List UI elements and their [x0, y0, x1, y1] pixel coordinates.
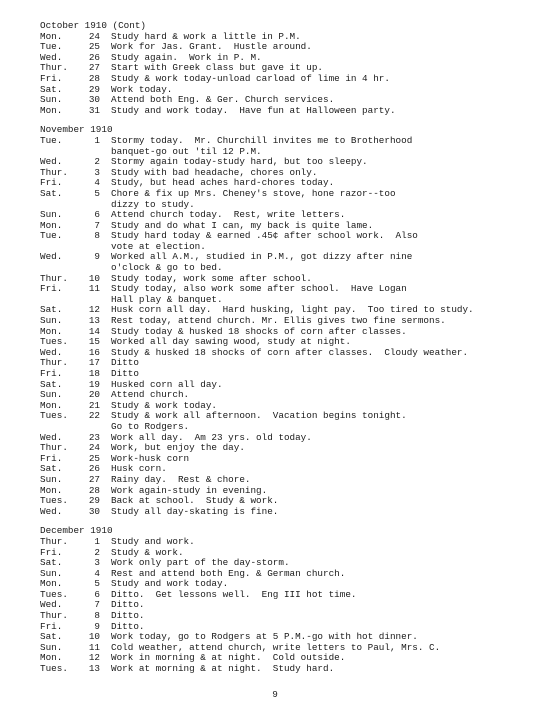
entry-weekday: Thur.: [40, 535, 68, 547]
diary-entry: [40, 74, 510, 85]
entry-weekday: Thur.: [40, 357, 68, 369]
entry-text: Study hard today & earned .45¢ after school work. Also vote at election.: [111, 230, 418, 252]
entry-weekday: Fri.: [40, 368, 63, 379]
entry-text: Work today.: [111, 83, 173, 95]
entry-text: Chore & fix up Mrs. Cheney's stove, hone razor--too dizzy to study.: [111, 187, 396, 210]
entry-weekday: Sun.: [40, 389, 63, 401]
diary-entry: [40, 537, 510, 548]
entry-text: Ditto.: [111, 599, 145, 611]
entry-date: 3: [94, 166, 100, 178]
entry-text: Rest today, attend church. Mr. Ellis gives two fine sermons.: [111, 315, 446, 327]
entry-weekday: Sun.: [40, 567, 63, 579]
diary-entry: [40, 284, 510, 305]
month-section: [40, 125, 510, 517]
entry-date: 28: [88, 72, 100, 84]
entry-weekday: Mon.: [40, 219, 63, 231]
entry-weekday: Mon.: [40, 325, 63, 337]
entry-weekday: Mon.: [40, 399, 63, 411]
entry-weekday: Sat.: [40, 557, 63, 569]
entry-date: 14: [88, 325, 100, 337]
entry-text: Study and do what I can, my back is quite lame.: [111, 219, 374, 231]
entry-date: 29: [88, 495, 100, 507]
entry-date: 24: [88, 30, 100, 42]
entry-date: 9: [94, 251, 100, 263]
entry-date: 11: [88, 641, 100, 653]
entry-text: Husk corn.: [111, 463, 167, 475]
entry-text: Work at morning & at night. Study hard.: [111, 663, 335, 675]
entry-date: 30: [88, 505, 100, 517]
entry-date: 5: [94, 578, 100, 590]
entry-date: 9: [94, 620, 100, 632]
entry-weekday: Tues.: [40, 410, 68, 422]
entry-date: 10: [88, 272, 100, 284]
entry-text: Husked corn all day.: [111, 378, 223, 390]
entry-date: 8: [94, 610, 100, 622]
entry-weekday: Sat.: [40, 463, 63, 475]
diary-entry: [40, 411, 510, 432]
entry-weekday: Sat.: [40, 304, 63, 316]
entry-date: 24: [88, 442, 100, 454]
diary-entry: [40, 252, 510, 273]
entry-weekday: Mon.: [40, 104, 63, 116]
entry-text: Attend both Eng. & Ger. Church services.: [111, 94, 335, 106]
diary-entry: [40, 189, 510, 210]
entry-text: Work in morning & at night. Cold outside.: [111, 652, 346, 664]
entry-weekday: Fri.: [40, 452, 63, 464]
entry-date: 11: [88, 283, 100, 295]
entry-date: 8: [94, 230, 100, 242]
entry-text: Worked all A.M., studied in P.M., got dizzy after nine o'clock & go to bed.: [111, 251, 413, 274]
entry-text: Work today, go to Rodgers at 5 P.M.-go with hot dinner.: [111, 631, 418, 643]
diary-entry: [40, 507, 510, 518]
entry-date: 27: [88, 62, 100, 74]
entry-text: Study today, also work some after school. Have Logan Hall play & banquet.: [111, 283, 407, 305]
entry-date: 20: [88, 389, 100, 401]
month-header: October 1910 (Cont): [40, 20, 147, 31]
entry-weekday: Sun.: [40, 473, 63, 485]
entry-date: 22: [88, 410, 100, 422]
entry-weekday: Sun.: [40, 641, 63, 653]
entry-text: Stormy again today-study hard, but too sleepy.: [111, 156, 368, 168]
entry-weekday: Thur.: [40, 62, 68, 74]
entry-weekday: Wed.: [40, 346, 63, 358]
month-section: [40, 526, 510, 674]
entry-date: 29: [88, 83, 100, 95]
entry-weekday: Sat.: [40, 83, 63, 95]
entry-weekday: Sun.: [40, 315, 63, 327]
entry-date: 1: [94, 535, 100, 547]
entry-text: Study & work.: [111, 546, 184, 558]
entry-text: Work again-study in evening.: [111, 484, 268, 496]
entry-date: 6: [94, 588, 100, 600]
entry-weekday: Sat.: [40, 631, 63, 643]
entry-weekday: Sun.: [40, 94, 63, 106]
entry-weekday: Tues.: [40, 336, 68, 348]
entry-date: 6: [94, 209, 100, 221]
entry-text: Attend church today. Rest, write letters.: [111, 209, 346, 221]
diary-entry: [40, 369, 510, 380]
entry-weekday: Wed.: [40, 156, 63, 168]
entry-text: Ditto.: [111, 610, 145, 622]
entry-text: Work, but enjoy the day.: [111, 442, 245, 454]
diary-entry: [40, 475, 510, 486]
entry-text: Work-husk corn: [111, 452, 190, 464]
entry-date: 7: [94, 219, 100, 231]
entry-text: Ditto: [111, 368, 139, 379]
entry-weekday: Tue.: [40, 230, 63, 242]
entry-date: 26: [88, 51, 100, 63]
entry-date: 26: [88, 463, 100, 475]
entry-text: Study again. Work in P. M.: [111, 51, 262, 63]
entry-text: Start with Greek class but gave it up.: [111, 62, 324, 74]
entry-date: 4: [94, 177, 100, 189]
entry-date: 19: [88, 378, 100, 390]
entry-text: Study, but head aches hard-chores today.: [111, 177, 335, 189]
entry-date: 3: [94, 557, 100, 569]
entry-date: 12: [88, 652, 100, 664]
entry-text: Study today, work some after school.: [111, 272, 312, 284]
entry-text: Attend church.: [111, 389, 190, 401]
entry-text: Study & work today.: [111, 399, 218, 411]
entry-date: 25: [88, 41, 100, 53]
diary-entry: [40, 231, 510, 252]
entry-weekday: Wed.: [40, 431, 63, 443]
diary-entry: [40, 664, 510, 675]
entry-text: Study and work today.: [111, 578, 229, 590]
entry-date: 27: [88, 473, 100, 485]
entry-weekday: Wed.: [40, 251, 63, 263]
entry-date: 5: [94, 187, 100, 199]
entry-text: Study & work all afternoon. Vacation begins tonight. Go to Rodgers.: [111, 410, 407, 432]
entry-weekday: Tue.: [40, 134, 63, 146]
entry-weekday: Mon.: [40, 30, 63, 42]
entry-date: 13: [88, 315, 100, 327]
entry-date: 12: [88, 304, 100, 316]
entry-date: 25: [88, 452, 100, 464]
entry-weekday: Tues.: [40, 495, 68, 507]
entry-date: 7: [94, 599, 100, 611]
entry-weekday: Mon.: [40, 652, 63, 664]
entry-date: 17: [88, 357, 100, 369]
entry-text: Ditto: [111, 357, 139, 369]
entry-weekday: Fri.: [40, 546, 63, 558]
entry-weekday: Fri.: [40, 620, 63, 632]
entry-weekday: Wed.: [40, 51, 63, 63]
entry-text: Work only part of the day-storm.: [111, 557, 290, 569]
entry-weekday: Wed.: [40, 505, 63, 517]
entry-weekday: Sat.: [40, 187, 63, 199]
entry-date: 1: [94, 134, 100, 146]
entry-date: 10: [88, 631, 100, 643]
entry-date: 21: [88, 399, 100, 411]
entry-text: Study with bad headache, chores only.: [111, 166, 318, 178]
diary-entry: [40, 136, 510, 157]
entry-text: Worked all day sawing wood, study at night.: [111, 336, 351, 348]
diary-entry: [40, 106, 510, 117]
entry-weekday: Mon.: [40, 484, 63, 496]
entry-weekday: Thur.: [40, 166, 68, 178]
entry-date: 31: [88, 104, 100, 116]
entry-weekday: Wed.: [40, 599, 63, 611]
entry-text: Study all day-skating is fine.: [111, 505, 279, 517]
entry-text: Study hard & work a little in P.M.: [111, 30, 301, 42]
month-section: [40, 21, 510, 116]
entry-weekday: Fri.: [40, 283, 63, 295]
entry-text: Ditto.: [111, 620, 145, 632]
entry-text: Study and work.: [111, 535, 195, 547]
entry-date: 13: [88, 663, 100, 675]
entry-text: Study and work today. Have fun at Halloween party.: [111, 104, 396, 116]
entry-weekday: Tue.: [40, 41, 63, 53]
entry-text: Cold weather, attend church, write letters to Paul, Mrs. C.: [111, 641, 441, 653]
entry-text: Study today & husked 18 shocks of corn after classes.: [111, 325, 407, 337]
entry-text: Work all day. Am 23 yrs. old today.: [111, 431, 312, 443]
entry-text: Husk corn all day. Hard husking, light pay. Too tired to study.: [111, 304, 474, 316]
entry-weekday: Sat.: [40, 378, 63, 390]
entry-weekday: Sun.: [40, 209, 63, 221]
entry-date: 18: [88, 368, 100, 379]
entry-weekday: Thur.: [40, 272, 68, 284]
entry-text: Rainy day. Rest & chore.: [111, 473, 251, 485]
entry-weekday: Tues.: [40, 663, 68, 675]
month-header: December 1910: [40, 525, 113, 537]
entry-text: Ditto. Get lessons well. Eng III hot time.: [111, 588, 357, 600]
entry-text: Work for Jas. Grant. Hustle around.: [111, 41, 312, 53]
entry-weekday: Tues.: [40, 588, 68, 600]
entry-text: Back at school. Study & work.: [111, 495, 279, 507]
entry-text: Study & work today-unload carload of lime in 4 hr.: [111, 72, 390, 84]
entry-date: 28: [88, 484, 100, 496]
entry-date: 30: [88, 94, 100, 106]
entry-text: Rest and attend both Eng. & German church.: [111, 567, 346, 579]
page-number: 9: [272, 689, 278, 700]
entry-date: 23: [88, 431, 100, 443]
entry-weekday: Thur.: [40, 610, 68, 622]
entry-weekday: Mon.: [40, 578, 63, 590]
entry-weekday: Fri.: [40, 177, 63, 189]
entry-date: 2: [94, 546, 100, 558]
diary-sections: [40, 21, 510, 675]
entry-text: Stormy today. Mr. Churchill invites me to Brotherhood banquet-go out 'til 12 P.M.: [111, 134, 413, 157]
entry-weekday: Thur.: [40, 442, 68, 454]
entry-text: Study & husked 18 shocks of corn after classes. Cloudy weather.: [111, 346, 469, 358]
month-header: November 1910: [40, 124, 113, 136]
entry-date: 15: [88, 336, 100, 348]
entry-date: 4: [94, 567, 100, 579]
entry-date: 2: [94, 156, 100, 168]
entry-weekday: Fri.: [40, 72, 63, 84]
entry-date: 16: [88, 346, 100, 358]
